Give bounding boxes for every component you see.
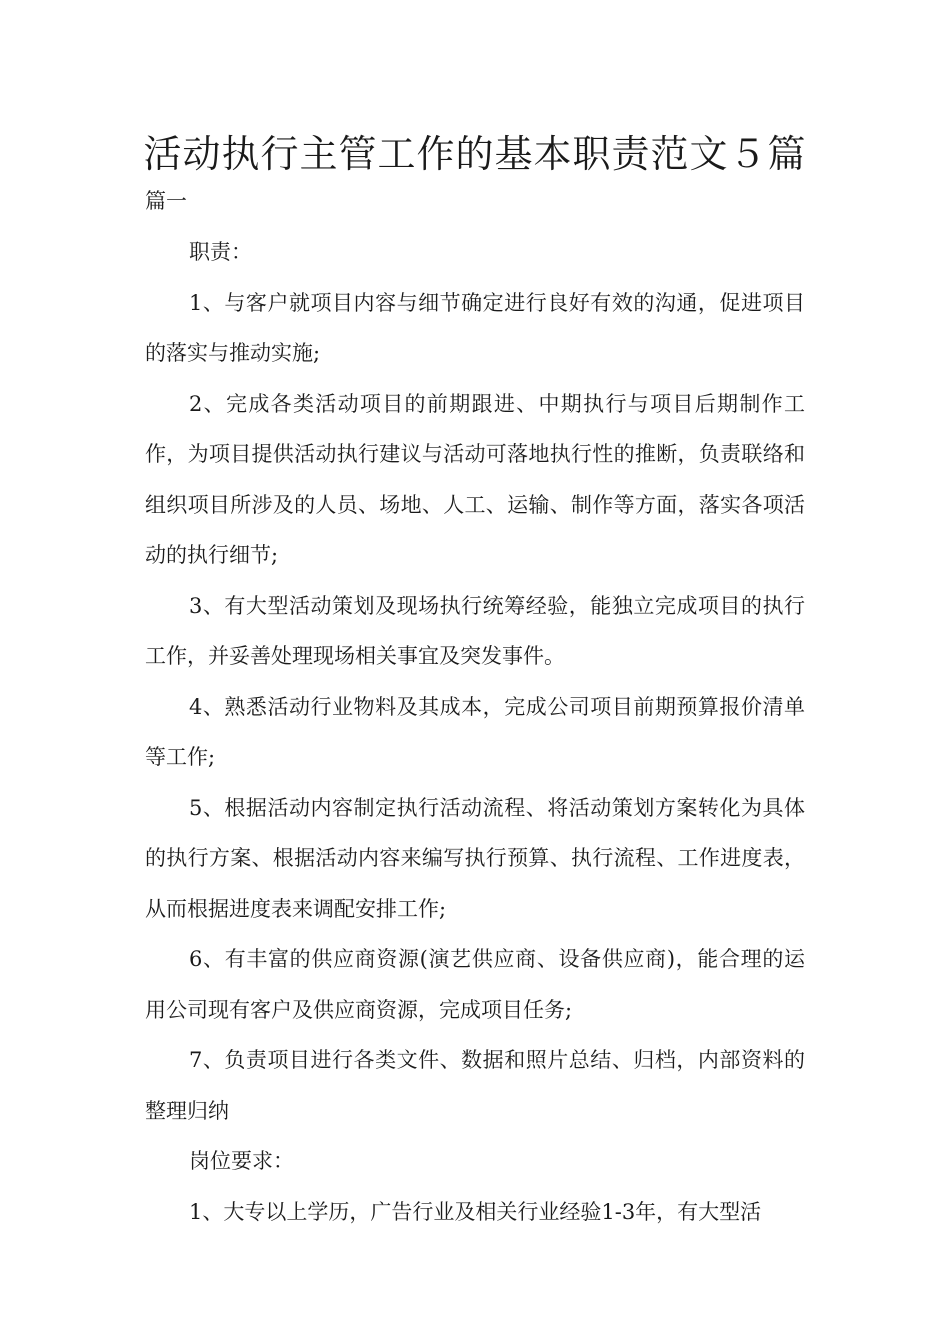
page-title: 活动执行主管工作的基本职责范文５篇 (143, 132, 807, 176)
section-label: 篇一 (145, 189, 187, 213)
paragraph-duty-3: 3、有大型活动策划及现场执行统筹经验，能独立完成项目的执行工作，并妥善处理现场相关事宜及突发事件。 (145, 593, 805, 668)
paragraph-duty-4: 4、熟悉活动行业物料及其成本，完成公司项目前期预算报价清单等工作; (145, 694, 805, 769)
paragraph-duty-7: 7、负责项目进行各类文件、数据和照片总结、归档，内部资料的整理归纳 (145, 1048, 805, 1123)
paragraph-duty-6: 6、有丰富的供应商资源(演艺供应商、设备供应商)，能合理的运用公司现有客户及供应商资源，完成项目任务; (145, 947, 805, 1022)
paragraph-duties-heading: 职责： (189, 240, 252, 264)
paragraph-duty-1: 1、与客户就项目内容与细节确定进行良好有效的沟通，促进项目的落实与推动实施; (145, 290, 805, 365)
document-body (145, 227, 805, 1237)
paragraph-requirement-1: 1、大专以上学历，广告行业及相关行业经验1-3年，有大型活 (189, 1199, 762, 1224)
paragraph-duty-5: 5、根据活动内容制定执行活动流程、将活动策划方案转化为具体的执行方案、根据活动内容来编写执行预算、执行流程、工作进度表，从而根据进度表来调配安排工作; (145, 795, 805, 921)
paragraph-requirements-heading: 岗位要求： (189, 1149, 294, 1173)
paragraph-duty-2: 2、完成各类活动项目的前期跟进、中期执行与项目后期制作工作，为项目提供活动执行建议与活动可落地执行性的推断，负责联络和组织项目所涉及的人员、场地、人工、运输、制作等方面，落实各项活动的执行细节; (145, 391, 805, 567)
